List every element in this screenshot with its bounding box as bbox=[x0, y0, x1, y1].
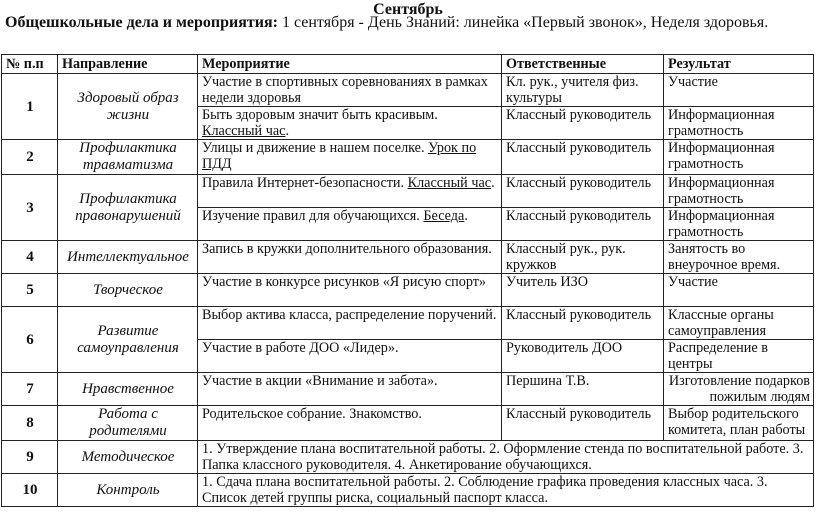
row-event: Участие в конкурсе рисунков «Я рисую спорт» bbox=[198, 274, 502, 307]
row-number: 2 bbox=[2, 140, 58, 175]
row-responsible: Классный руководитель bbox=[502, 208, 664, 241]
row-direction: Профилактика правонарушений bbox=[58, 175, 198, 241]
row-number: 6 bbox=[2, 307, 58, 373]
row-result: Изготовление подарков пожилым людям bbox=[664, 373, 814, 406]
event-type-link: Классный час bbox=[407, 175, 492, 191]
page-subtitle bbox=[5, 14, 768, 32]
row-event: Изучение правил для обучающихся. Беседа. bbox=[198, 208, 502, 241]
row-responsible: Классный руководитель bbox=[502, 140, 664, 175]
row-responsible: Классный руководитель bbox=[502, 406, 664, 441]
row-number: 9 bbox=[2, 441, 58, 474]
row-responsible: Классный руководитель bbox=[502, 107, 664, 140]
row-number: 5 bbox=[2, 274, 58, 307]
row-responsible: Першина Т.В. bbox=[502, 373, 664, 406]
row-responsible: Руководитель ДОО bbox=[502, 340, 664, 373]
row-result: Распределение в центры bbox=[664, 340, 814, 373]
event-type-link: Классный час bbox=[202, 123, 286, 139]
table-row bbox=[2, 373, 814, 406]
row-event: Участие в работе ДОО «Лидер». bbox=[198, 340, 502, 373]
page-title: Сентябрь bbox=[373, 1, 443, 18]
row-direction: Творческое bbox=[58, 274, 198, 307]
events-table bbox=[1, 54, 814, 507]
col-header-event: Мероприятие bbox=[198, 55, 502, 74]
table-header-row bbox=[2, 55, 814, 74]
row-merged-description: 1. Сдача плана воспитательной работы. 2. Соблюдение графика проведения классных часа. 3. Список детей группы риска, социальный паспорт класса. bbox=[198, 474, 814, 507]
row-direction: Работа с родителями bbox=[58, 406, 198, 441]
row-result: Участие bbox=[664, 74, 814, 107]
row-responsible: Учитель ИЗО bbox=[502, 274, 664, 307]
row-merged-description: 1. Утверждение плана воспитательной работы. 2. Оформление стенда по воспитательной работе. 3. Папка классного руководителя. 4. Анкетирование обучающихся. bbox=[198, 441, 814, 474]
event-type-link: Беседа bbox=[423, 208, 465, 224]
col-header-result: Результат bbox=[664, 55, 814, 74]
row-result: Классные органы самоуправления bbox=[664, 307, 814, 340]
row-event: Быть здоровым значит быть красивым. Классный час. bbox=[198, 107, 502, 140]
row-event: Улицы и движение в нашем поселке. Урок по ПДД bbox=[198, 140, 502, 175]
row-result: Информационная грамотность bbox=[664, 208, 814, 241]
row-number: 3 bbox=[2, 175, 58, 241]
col-header-direction: Направление bbox=[58, 55, 198, 74]
row-result: Информационная грамотность bbox=[664, 140, 814, 175]
row-number: 7 bbox=[2, 373, 58, 406]
table-row bbox=[2, 74, 814, 107]
table-row bbox=[2, 441, 814, 474]
table-row bbox=[2, 140, 814, 175]
col-header-number: № п.п bbox=[2, 55, 58, 74]
subtitle-bold: Общешкольные дела и мероприятия: bbox=[5, 14, 278, 31]
row-direction: Здоровый образ жизни bbox=[58, 74, 198, 140]
row-event: Запись в кружки дополнительного образования. bbox=[198, 241, 502, 274]
row-direction: Развитие самоуправления bbox=[58, 307, 198, 373]
row-direction: Профилактика травматизма bbox=[58, 140, 198, 175]
subtitle-text: 1 сентября - День Знаний: линейка «Первый звонок», Неделя здоровья. bbox=[277, 14, 769, 31]
col-header-responsible: Ответственные bbox=[502, 55, 664, 74]
table-row bbox=[2, 175, 814, 208]
row-responsible: Кл. рук., учителя физ. культуры bbox=[502, 74, 664, 107]
row-event: Участие в акции «Внимание и забота». bbox=[198, 373, 502, 406]
row-event: Выбор актива класса, распределение поручений. bbox=[198, 307, 502, 340]
table-row bbox=[2, 406, 814, 441]
table-row bbox=[2, 307, 814, 340]
row-result: Занятость во внеурочное время. bbox=[664, 241, 814, 274]
row-direction: Методическое bbox=[58, 441, 198, 474]
row-number: 8 bbox=[2, 406, 58, 441]
row-result: Информационная грамотность bbox=[664, 175, 814, 208]
row-event: Родительское собрание. Знакомство. bbox=[198, 406, 502, 441]
row-responsible: Классный руководитель bbox=[502, 307, 664, 340]
row-result: Участие bbox=[664, 274, 814, 307]
row-direction: Нравственное bbox=[58, 373, 198, 406]
row-number: 4 bbox=[2, 241, 58, 274]
table-row bbox=[2, 474, 814, 507]
row-event: Правила Интернет-безопасности. Классный час. bbox=[198, 175, 502, 208]
row-direction: Интеллектуальное bbox=[58, 241, 198, 274]
row-result: Выбор родительского комитета, план работы bbox=[664, 406, 814, 441]
row-responsible: Классный рук., рук. кружков bbox=[502, 241, 664, 274]
row-number: 10 bbox=[2, 474, 58, 507]
row-direction: Контроль bbox=[58, 474, 198, 507]
row-responsible: Классный руководитель bbox=[502, 175, 664, 208]
row-result: Информационная грамотность bbox=[664, 107, 814, 140]
row-number: 1 bbox=[2, 74, 58, 140]
table-row bbox=[2, 241, 814, 274]
event-type-link: Урок по ПДД bbox=[202, 140, 477, 172]
table-row bbox=[2, 274, 814, 307]
row-event: Участие в спортивных соревнованиях в рамках недели здоровья bbox=[198, 74, 502, 107]
